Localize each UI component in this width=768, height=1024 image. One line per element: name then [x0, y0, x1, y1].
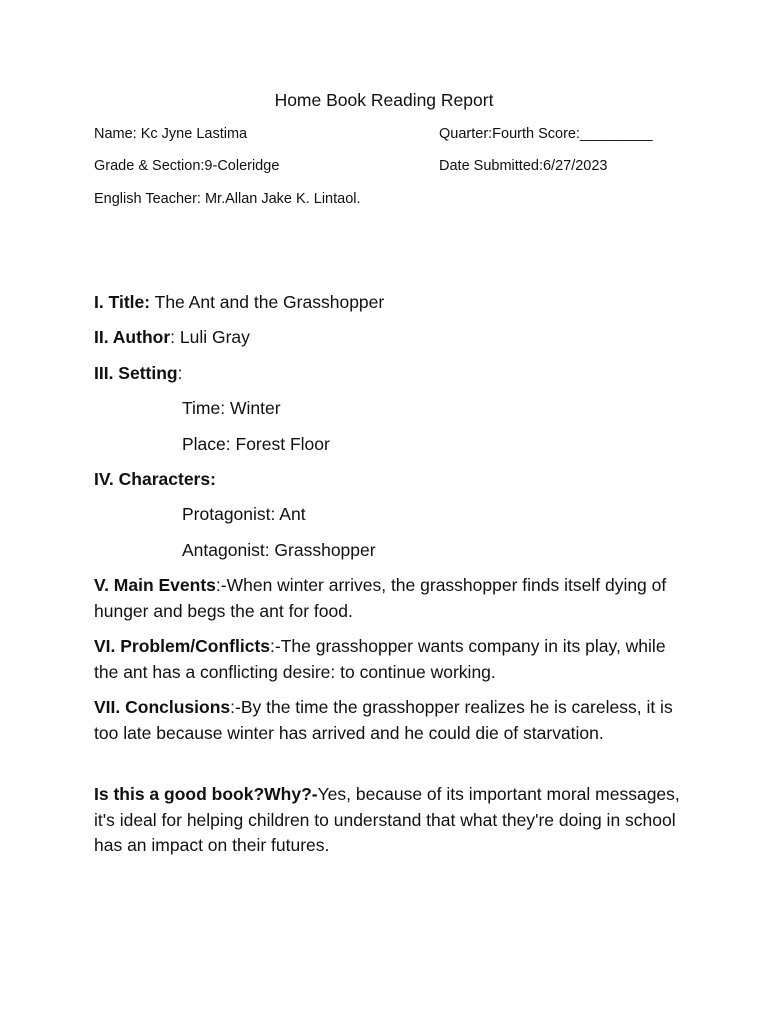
section-setting-colon: : — [177, 363, 183, 383]
good-book-text: Yes, because of its important moral messages, it's ideal for helping children to understand that what they're doing in school has an impact on their futures. — [94, 784, 680, 855]
grade-section: Grade & Section:9-Coleridge — [94, 158, 280, 174]
section-setting-label: III. Setting — [94, 363, 178, 383]
quarter-score: Quarter:Fourth Score:_________ — [439, 126, 653, 142]
section-conclusions — [94, 695, 684, 746]
section-author — [94, 325, 684, 350]
section-author-value: : Luli Gray — [170, 327, 250, 347]
report-title: Home Book Reading Report — [274, 90, 494, 110]
section-good-book — [94, 782, 684, 859]
problem-text: :-The grasshopper wants company in its play, while the ant has a conflicting desire: to continue working. — [94, 636, 666, 682]
character-protagonist: Protagonist: Ant — [182, 504, 306, 524]
problem-label: VI. Problem/Conflicts — [94, 636, 270, 656]
section-title-label: I. Title: — [94, 292, 151, 312]
main-events-label: V. Main Events — [94, 575, 216, 595]
section-title — [94, 290, 684, 315]
main-events-text: :-When winter arrives, the grasshopper finds itself dying of hunger and begs the ant for food. — [94, 575, 667, 621]
section-characters — [94, 467, 684, 492]
english-teacher: English Teacher: Mr.Allan Jake K. Lintaol. — [94, 191, 361, 207]
student-name: Name: Kc Jyne Lastima — [94, 126, 248, 142]
conclusions-label: VII. Conclusions — [94, 697, 231, 717]
section-author-label: II. Author — [94, 327, 171, 347]
section-problem — [94, 634, 684, 685]
character-antagonist: Antagonist: Grasshopper — [182, 540, 376, 560]
date-submitted: Date Submitted:6/27/2023 — [439, 158, 608, 174]
section-main-events — [94, 573, 684, 624]
good-book-label: Is this a good book?Why?- — [94, 784, 318, 804]
setting-place: Place: Forest Floor — [182, 434, 330, 454]
section-characters-label: IV. Characters: — [94, 469, 216, 489]
section-title-value: The Ant and the Grasshopper — [150, 292, 385, 312]
section-setting — [94, 361, 684, 386]
conclusions-text: :-By the time the grasshopper realizes he is careless, it is too late because winter has arrived and he could die of starvation. — [94, 697, 673, 743]
setting-time: Time: Winter — [182, 398, 281, 418]
